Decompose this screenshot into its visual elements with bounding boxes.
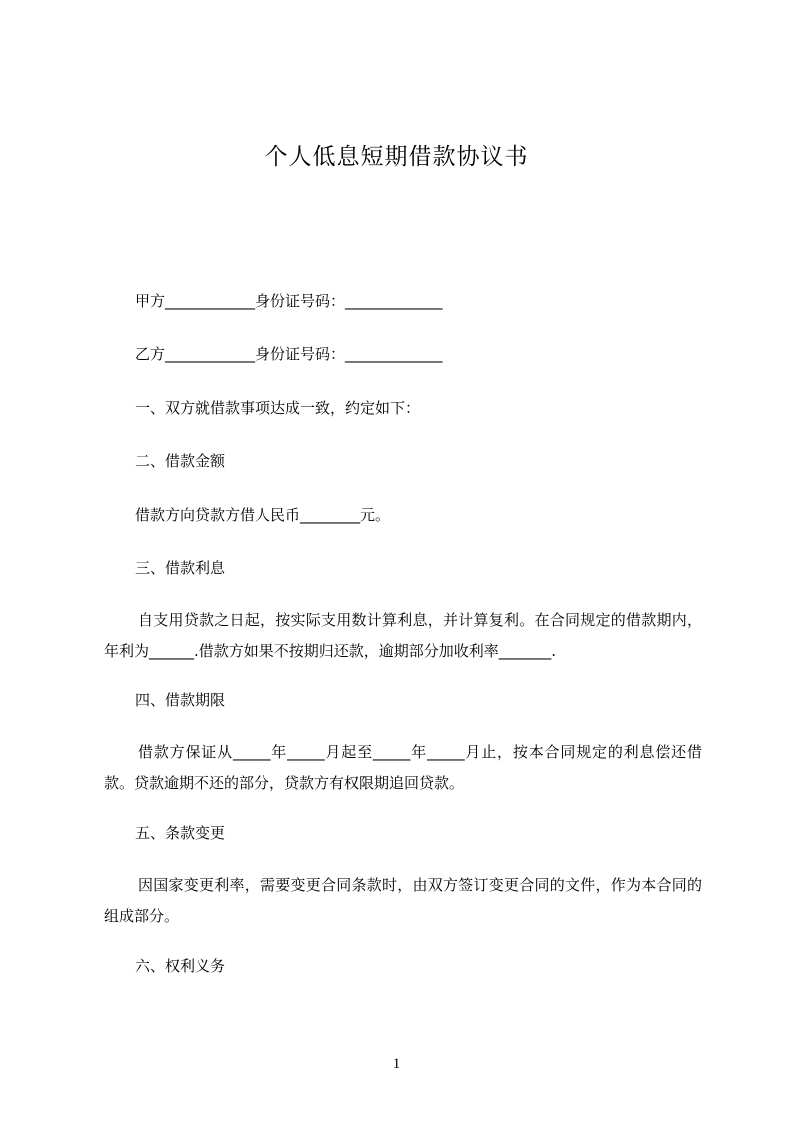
section-4-heading: 四、借款期限 <box>135 691 226 709</box>
section-3-heading: 三、借款利息 <box>135 559 226 577</box>
document-title: 个人低息短期借款协议书 <box>264 144 529 170</box>
section-1-text: 一、双方就借款事项达成一致，约定如下： <box>135 399 421 417</box>
party-b-line: 乙方____________身份证号码：_____________ <box>135 345 443 363</box>
section-2-body: 借款方向贷款方借人民币________元。 <box>135 506 391 524</box>
section-5-body: 因国家变更利率，需要变更合同条款时，由双方签订变更合同的文件，作为本合同的组成部分。 <box>104 876 702 925</box>
section-4-body: 借款方保证从_____年_____月起至_____年_____月止，按本合同规定的利息偿还借款。贷款逾期不还的部分，贷款方有权限期追回贷款。 <box>104 743 702 792</box>
party-a-line: 甲方____________身份证号码：_____________ <box>135 292 443 310</box>
page-number: 1 <box>392 1056 401 1072</box>
section-6-heading: 六、权利义务 <box>135 957 226 975</box>
section-2-heading: 二、借款金额 <box>135 452 226 470</box>
section-5-heading: 五、条款变更 <box>135 824 226 842</box>
section-3-body: 自支用贷款之日起，按实际支用数计算利息，并计算复利。在合同规定的借款期内，年利为______.借款方如果不按期归还款，逾期部分加收利率_______. <box>104 611 702 660</box>
